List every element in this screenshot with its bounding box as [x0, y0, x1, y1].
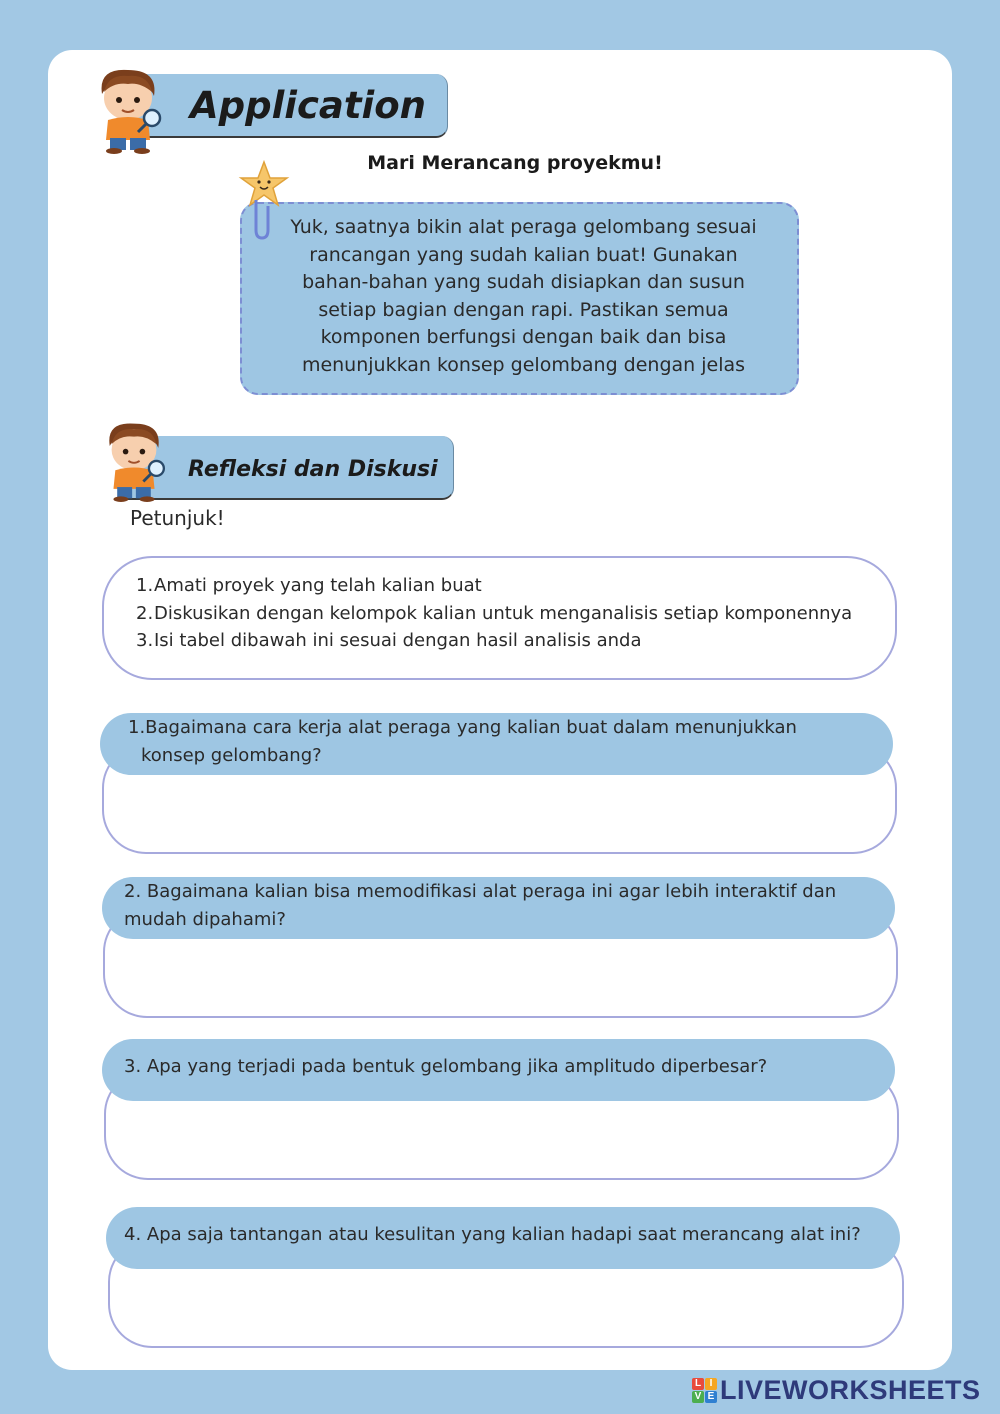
- note-line: menunjukkan konsep gelombang dengan jelas: [301, 353, 746, 376]
- note-line: komponen berfungsi dengan baik dan bisa: [320, 326, 727, 348]
- instructions-label: Petunjuk!: [130, 506, 225, 530]
- section-title: Refleksi dan Diskusi: [188, 457, 438, 482]
- question-2: 2. Bagaimana kalian bisa memodifikasi alat peraga ini agar lebih interaktif dan mudah dipahami?: [102, 877, 895, 939]
- liveworksheets-logo: [692, 1374, 981, 1406]
- kid-magnifier-icon: [96, 418, 172, 502]
- logo-mark-icon: L I V E: [692, 1378, 717, 1403]
- list-item: 2.Diskusikan dengan kelompok kalian untuk menganalisis setiap komponennya: [136, 602, 853, 624]
- logo-text: LIVEWORKSHEETS: [720, 1374, 981, 1405]
- note-line: rancangan yang sudah kalian buat! Gunakan: [309, 243, 738, 266]
- note-line: bahan-bahan yang sudah disiapkan dan susun: [302, 271, 745, 293]
- question-4: 4. Apa saja tantangan atau kesulitan yang kalian hadapi saat merancang alat ini?: [106, 1207, 900, 1269]
- intro-subtitle: Mari Merancang proyekmu!: [367, 152, 663, 174]
- question-3: 3. Apa yang terjadi pada bentuk gelombang jika amplitudo diperbesar?: [102, 1039, 895, 1101]
- kid-magnifier-icon: [88, 64, 168, 154]
- page-title: Application: [190, 84, 427, 127]
- instructions-list: [136, 572, 852, 655]
- note-line: setiap bagian dengan rapi. Pastikan semua: [318, 298, 729, 321]
- question-1: 1.Bagaimana cara kerja alat peraga yang kalian buat dalam menunjukkan konsep gelombang?: [100, 713, 893, 775]
- star-paperclip-icon: [238, 160, 290, 242]
- list-item: 3.Isi tabel dibawah ini sesuai dengan hasil analisis anda: [136, 630, 642, 651]
- instructions-box: [102, 556, 897, 680]
- intro-note: [240, 202, 799, 395]
- list-item: 1.Amati proyek yang telah kalian buat: [136, 575, 482, 596]
- note-line: Yuk, saatnya bikin alat peraga gelombang sesuai: [290, 216, 757, 238]
